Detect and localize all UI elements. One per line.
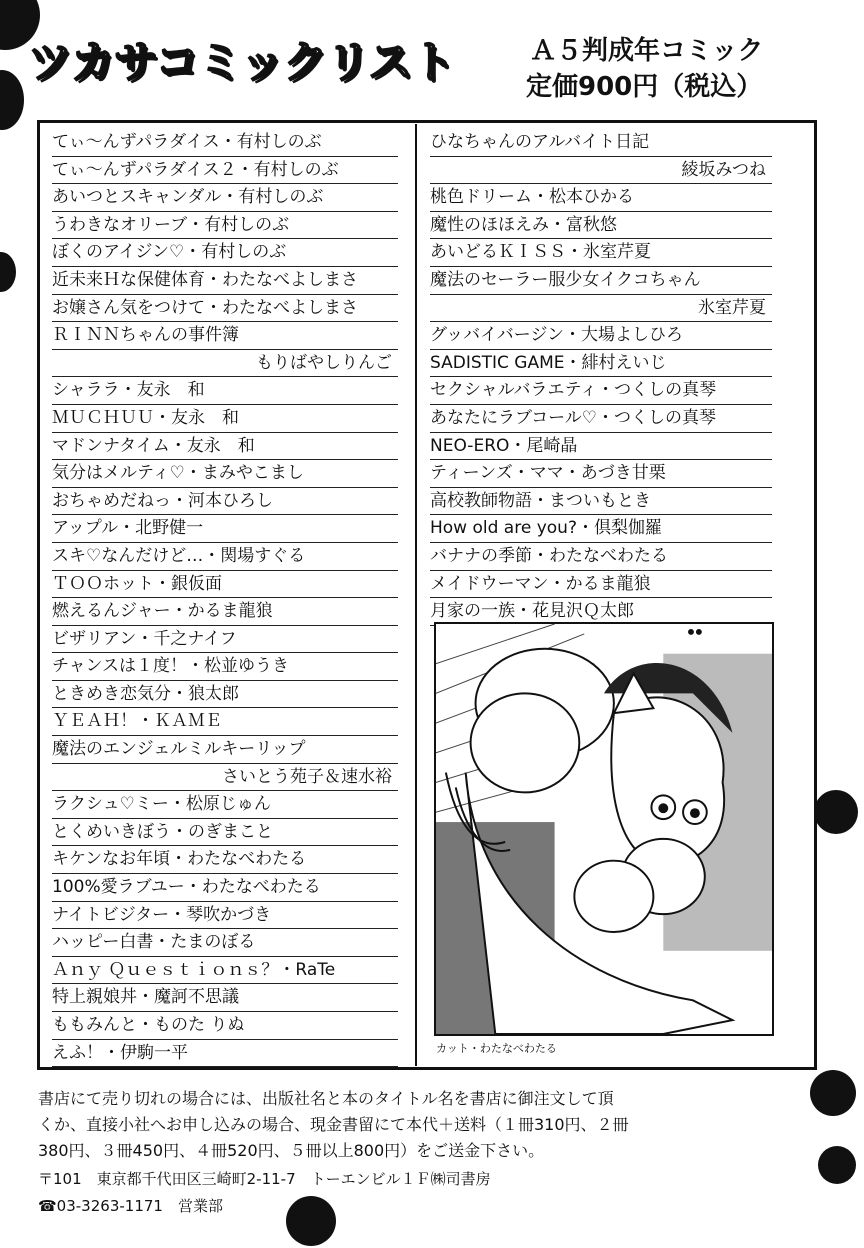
list-item: あいつとスキャンダル・有村しのぶ [52,184,398,212]
list-item: 魔法のセーラー服少女イクコちゃん [430,267,772,295]
list-item: ナイトビジター・琴吹かづき [52,902,398,930]
list-item: ときめき恋気分・狼太郎 [52,681,398,709]
list-item-author-continued: さいとう苑子＆速水裕 [52,764,398,792]
list-item: バナナの季節・わたなべわたる [430,543,772,571]
list-item: あいどるＫＩＳＳ・氷室芹夏 [430,239,772,267]
decorative-dot [818,1146,856,1184]
list-item: 燃えるんジャー・かるま龍狼 [52,598,398,626]
list-item: 気分はメルティ♡・まみやこまし [52,460,398,488]
list-item: 近未来Ｈな保健体育・わたなべよしまさ [52,267,398,295]
list-item: 魔性のほほえみ・富秋悠 [430,212,772,240]
list-item: 高校教師物語・まついもとき [430,488,772,516]
list-item: とくめいきぼう・のぎまこと [52,819,398,847]
comic-list-right [430,129,772,626]
illustration-drawing [436,624,772,1034]
order-notice-line: 書店にて売り切れの場合には、出版社名と本のタイトル名を書店に御注文して頂 [38,1089,614,1108]
list-item: 魔法のエンジェルミルキーリップ [52,736,398,764]
publisher-phone: ☎03-3263-1171 営業部 [38,1197,223,1215]
list-item: メイドウーマン・かるま龍狼 [430,571,772,599]
list-item: ぼくのアイジン♡・有村しのぶ [52,239,398,267]
list-item: Ａｎｙ Ｑｕｅｓｔｉｏｎｓ？・RaTe [52,957,398,985]
list-item: NEO-ERO・尾崎晶 [430,433,772,461]
list-item-author-continued: 綾坂みつね [430,157,772,185]
illustration [434,622,774,1036]
list-item: シャララ・友永 和 [52,377,398,405]
list-item: キケンなお年頃・わたなべわたる [52,846,398,874]
list-item: 特上親娘丼・魔訶不思議 [52,984,398,1012]
list-item: お嬢さん気をつけて・わたなべよしまさ [52,295,398,323]
list-item: ＴＯＯホット・銀仮面 [52,571,398,599]
list-item: てぃ〜んずパラダイス２・有村しのぶ [52,157,398,185]
list-item: ティーンズ・ママ・あづき甘栗 [430,460,772,488]
comic-list-left [52,129,398,1067]
decorative-dot [0,252,16,292]
decorative-dot [286,1196,336,1246]
order-notice-line: くか、直接小社へお申し込みの場合、現金書留にて本代＋送料（１冊310円、２冊 [38,1115,629,1134]
publisher-address: 〒101 東京都千代田区三崎町2-11-7 トーエンビル１Ｆ㈱司書房 [38,1170,491,1188]
list-item: ビザリアン・千之ナイフ [52,626,398,654]
list-item: えふ！・伊駒一平 [52,1040,398,1068]
list-item: アップル・北野健一 [52,515,398,543]
list-item: 100%愛ラブユー・わたなべわたる [52,874,398,902]
list-item: How old are you?・倶梨伽羅 [430,515,772,543]
order-notice [38,1086,818,1164]
list-item: ももみんと・ものた りぬ [52,1012,398,1040]
list-item-author-continued: もりばやしりんご [52,350,398,378]
list-item: セクシャルバラエティ・つくしの真琴 [430,377,772,405]
list-item: 月家の一族・花見沢Ｑ太郎 [430,598,772,626]
list-item: ＹＥＡＨ！・ＫＡＭＥ [52,708,398,736]
format-label: Ａ５判成年コミック [530,36,764,66]
list-item: ＲＩＮＮちゃんの事件簿 [52,322,398,350]
list-item: ひなちゃんのアルバイト日記 [430,129,772,157]
list-item: 桃色ドリーム・松本ひかる [430,184,772,212]
column-divider [415,124,417,1066]
list-item: おちゃめだねっ・河本ひろし [52,488,398,516]
list-item: あなたにラブコール♡・つくしの真琴 [430,405,772,433]
page-title: ツカサコミックリスト [28,37,455,88]
list-item: SADISTIC GAME・緋村えいじ [430,350,772,378]
list-item: スキ♡なんだけど…・関場すぐる [52,543,398,571]
decorative-dot [0,70,24,130]
list-item: ラクシュ♡ミー・松原じゅん [52,791,398,819]
decorative-dot [814,790,858,834]
list-item: マドンナタイム・友永 和 [52,433,398,461]
list-item: チャンスは１度！・松並ゆうき [52,653,398,681]
list-item-author-continued: 氷室芹夏 [430,295,772,323]
price-label: 定価900円（税込） [526,72,763,102]
order-notice-line: 380円、３冊450円、４冊520円、５冊以上800円）をご送金下さい。 [38,1141,545,1160]
list-item: ハッピー白書・たまのぼる [52,929,398,957]
list-item: うわきなオリーブ・有村しのぶ [52,212,398,240]
list-item: てぃ〜んずパラダイス・有村しのぶ [52,129,398,157]
list-item: ＭＵＣＨＵＵ・友永 和 [52,405,398,433]
list-item: グッバイバージン・大場よしひろ [430,322,772,350]
illustration-credit: カット・わたなべわたる [436,1042,557,1055]
